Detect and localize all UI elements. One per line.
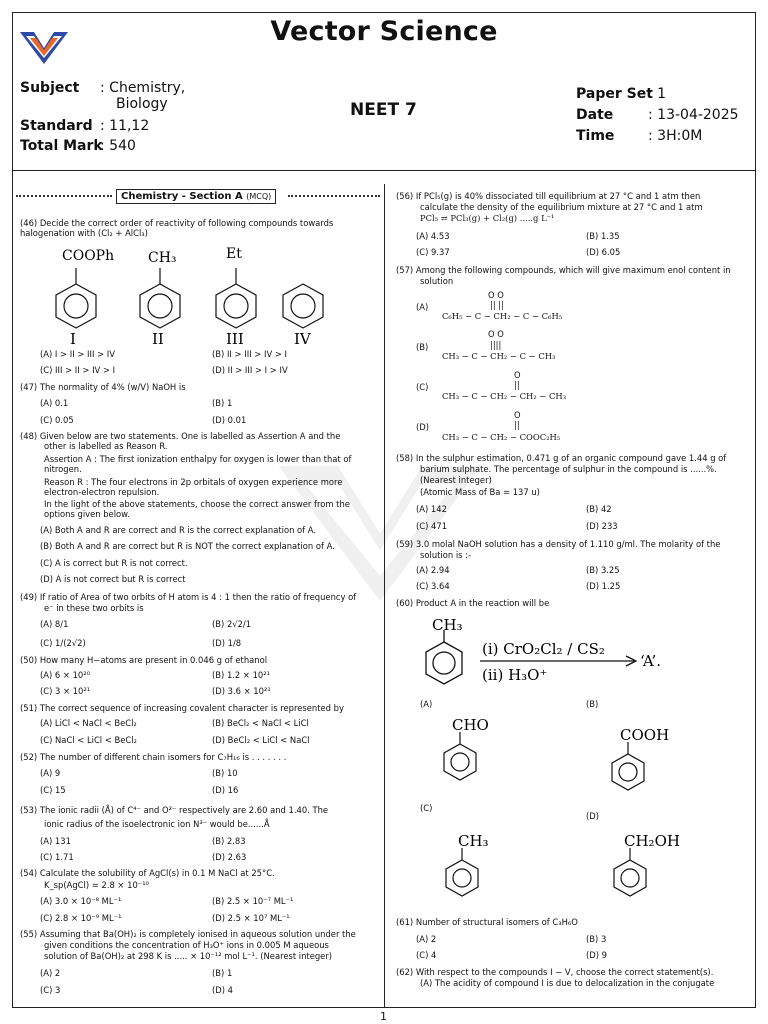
option-d: (D) 2.63: [212, 852, 247, 862]
section-dots-right: [288, 195, 380, 197]
option-a: (A): [416, 302, 429, 312]
standard-value: : 11,12: [100, 118, 150, 134]
formula-top: O O: [488, 329, 504, 339]
paper-name: NEET 7: [350, 100, 417, 120]
option-d: (D): [416, 422, 429, 432]
option-d: (D) 1.25: [586, 581, 621, 591]
option-c: (C) 9.37: [416, 247, 450, 257]
option-c-structure: [434, 828, 514, 904]
option-b: (B) 1.35: [586, 231, 620, 241]
question-48-line: In the light of the above statements, choose the correct answer from the: [44, 499, 350, 509]
question-49-line: e⁻ in these two orbits is: [44, 603, 144, 613]
option-a: (A) 131: [40, 836, 71, 846]
section-title: Chemistry - Section A: [121, 191, 243, 202]
paper-set-label: Paper Set: [576, 86, 653, 102]
formula-bond: ||: [514, 380, 520, 390]
column-divider: [384, 184, 385, 1008]
formula-bond: ||||: [490, 340, 502, 350]
option-b: (B) 3: [586, 934, 607, 944]
option-a: (A) 3.0 × 10⁻⁸ ML⁻¹: [40, 896, 122, 906]
total-mark-value: : 540: [100, 138, 136, 154]
paper-set-value: : 1: [648, 86, 667, 102]
question-55-line: solution of Ba(OH)₂ at 298 K is ..... × 10⁻¹² mol L⁻¹. (Nearest integer): [44, 951, 333, 961]
section-tag: (MCQ): [246, 192, 272, 201]
date-label: Date: [576, 107, 614, 123]
option-c: (C) 1.71: [40, 852, 74, 862]
option-a: (A) 2: [416, 934, 437, 944]
question-46: [20, 218, 380, 239]
q46-structures: [40, 244, 360, 346]
formula-bond: || ||: [490, 300, 504, 310]
question-59: (59) 3.0 molal NaOH solution has a density of 1.110 g/ml. The molarity of the: [396, 539, 721, 549]
structure-label: COOPh: [62, 248, 115, 264]
structure-label: CH₃: [148, 250, 177, 266]
option-a: (A) 0.1: [40, 398, 69, 408]
option-b: (B) 10: [212, 768, 238, 778]
structure-label: Et: [226, 246, 242, 262]
structure-label: CHO: [452, 716, 489, 734]
option-c: (C) 0.05: [40, 415, 74, 425]
question-51: (51) The correct sequence of increasing covalent character is represented by: [20, 703, 344, 713]
option-b: (B) 3.25: [586, 565, 620, 575]
formula-bond: ||: [514, 420, 520, 430]
formula-a: C₆H₅ − C − CH₂ − C − C₆H₅: [442, 311, 563, 321]
question-57: (57) Among the following compounds, which will give maximum enol content in: [396, 265, 731, 275]
date-value: : 13-04-2025: [648, 107, 739, 123]
option-d: (D) II > III > I > IV: [212, 365, 288, 375]
option-d: (D) 4: [212, 985, 233, 995]
question-52: (52) The number of different chain isomers for C₇H₁₆ is . . . . . . .: [20, 752, 287, 762]
option-a: (A): [420, 699, 433, 709]
option-c: (C) A is correct but R is not correct.: [40, 558, 188, 568]
option-d: (D) 16: [212, 785, 239, 795]
option-d: (D) 3.6 × 10²¹: [212, 686, 271, 696]
option-d: (D): [586, 811, 599, 821]
question-48-line: electron-electron repulsion.: [44, 487, 160, 497]
option-c: (C) 15: [40, 785, 66, 795]
roman-label: I: [70, 330, 76, 346]
question-47: (47) The normality of 4% (w/V) NaOH is: [20, 382, 186, 392]
question-48-line: nitrogen.: [44, 464, 82, 474]
structure-label: CH₃: [458, 832, 489, 850]
formula-b: CH₃ − C − CH₂ − C − CH₃: [442, 351, 556, 361]
question-62-line: (A) The acidity of compound I is due to delocalization in the conjugate: [420, 978, 715, 988]
option-c: (C) III > II > IV > I: [40, 365, 116, 375]
question-55: (55) Assuming that Ba(OH)₂ is completely ionised in aqueous solution under the: [20, 929, 356, 939]
question-54: (54) Calculate the solubility of AgCl(s) in 0.1 M NaCl at 25°C.: [20, 868, 275, 878]
time-value: : 3H:0M: [648, 128, 703, 144]
question-55-line: given conditions the concentration of H₃O⁺ ions in 0.005 M aqueous: [44, 940, 329, 950]
subject-value: : Chemistry,: [100, 80, 186, 96]
question-60: (60) Product A in the reaction will be: [396, 598, 550, 608]
paper-header: [12, 12, 756, 171]
page-number: 1: [380, 1010, 387, 1023]
question-59-line: solution is :-: [420, 550, 472, 560]
substituent-label: CH₃: [432, 616, 463, 634]
option-d: (D) A is not correct but R is correct: [40, 574, 186, 584]
question-56-line: calculate the density of the equilibrium mixture at 27 °C and 1 atm: [420, 202, 703, 212]
option-a: (A) 2: [40, 968, 61, 978]
question-61: (61) Number of structural isomers of C₃H₆O: [396, 917, 578, 927]
page-title: Vector Science: [270, 16, 498, 47]
roman-label: III: [226, 330, 244, 346]
option-a-structure: [432, 712, 512, 788]
option-d: (D) BeCl₂ < LiCl < NaCl: [212, 735, 310, 745]
question-58-line: (Atomic Mass of Ba = 137 u): [420, 487, 540, 497]
option-b: (B) 1: [212, 398, 233, 408]
option-a: (A) 2.94: [416, 565, 450, 575]
question-53-line: ionic radius of the isoelectronic ion N³⁻ would be......Å: [44, 819, 270, 829]
total-mark-label: Total Mark: [20, 138, 103, 154]
option-d: (D) 233: [586, 521, 618, 531]
option-d: (D) 0.01: [212, 415, 247, 425]
reagent-1: (i) CrO₂Cl₂ / CS₂: [482, 640, 605, 658]
q60-reaction: [414, 614, 714, 698]
option-d: (D) 6.05: [586, 247, 621, 257]
option-c: (C) 3: [40, 985, 61, 995]
question-58: (58) In the sulphur estimation, 0.471 g of an organic compound gave 1.44 g of: [396, 453, 727, 463]
option-a: (A) I > II > III > IV: [40, 349, 115, 359]
reagent-2: (ii) H₃O⁺: [482, 666, 548, 684]
option-c: (C) 2.8 × 10⁻⁹ ML⁻¹: [40, 913, 122, 923]
section-heading: [116, 189, 276, 204]
question-48: (48) Given below are two statements. One is labelled as Assertion A and the: [20, 431, 341, 441]
question-56-line: PCl₅ ⇌ PCl₃(g) + Cl₂(g) .....g L⁻¹: [420, 213, 555, 223]
option-b: (B) 2√2/1: [212, 619, 252, 629]
option-b: (B) 2.83: [212, 836, 246, 846]
option-a: (A) 142: [416, 504, 447, 514]
option-d: (D) 9: [586, 950, 607, 960]
formula-top: O O: [488, 290, 504, 300]
option-b: (B) 1.2 × 10²¹: [212, 670, 270, 680]
question-58-line: (Nearest integer): [420, 475, 492, 485]
option-c: (C) 3 × 10²¹: [40, 686, 91, 696]
option-a: (A) LiCl < NaCl < BeCl₂: [40, 718, 137, 728]
option-d-structure: [600, 828, 696, 904]
option-c: (C) NaCl < LiCl < BeCl₂: [40, 735, 137, 745]
question-56: (56) If PCl₅(g) is 40% dissociated till equilibrium at 27 °C and 1 atm then: [396, 191, 701, 201]
roman-label: IV: [294, 330, 311, 346]
question-62: (62) With respect to the compounds I − V, choose the correct statement(s).: [396, 967, 714, 977]
question-53: (53) The ionic radii (Å) of C⁴⁻ and O²⁻ respectively are 2.60 and 1.40. The: [20, 805, 329, 815]
formula-top: O: [514, 410, 521, 420]
option-b: (B) Both A and R are correct but R is NOT the correct explanation of A.: [40, 541, 335, 551]
question-54-line: K_sp(AgCl) = 2.8 × 10⁻¹⁰: [44, 880, 149, 890]
formula-c: CH₃ − C − CH₂ − CH₂ − CH₃: [442, 391, 567, 401]
option-d: (D) 2.5 × 10⁷ ML⁻¹: [212, 913, 290, 923]
subject-label: Subject: [20, 80, 80, 96]
option-b: (B): [416, 342, 429, 352]
option-b: (B) 42: [586, 504, 612, 514]
option-b: (B) BeCl₂ < NaCl < LiCl: [212, 718, 309, 728]
question-58-line: barium sulphate. The percentage of sulphur in the compound is ......%.: [420, 464, 717, 474]
standard-label: Standard: [20, 118, 93, 134]
formula-d: CH₃ − C − CH₂ − COOC₂H₅: [442, 432, 561, 442]
section-dots-left: [16, 195, 112, 197]
question-48-line: Assertion A : The first ionization enthalpy for oxygen is lower than that of: [44, 454, 352, 464]
option-b: (B): [586, 699, 599, 709]
option-c: (C) 1/(2√2): [40, 638, 86, 648]
question-48-line: options given below.: [44, 509, 130, 519]
option-d: (D) 1/8: [212, 638, 242, 648]
subject-value-2: Biology: [116, 96, 168, 112]
structure-label: CH₂OH: [624, 832, 680, 850]
option-a: (A) Both A and R are correct and R is the correct explanation of A.: [40, 525, 317, 535]
option-a: (A) 6 × 10²⁰: [40, 670, 90, 680]
option-a: (A) 9: [40, 768, 61, 778]
option-c: (C): [420, 803, 433, 813]
option-a: (A) 4.53: [416, 231, 450, 241]
question-48-line: other is labelled as Reason R.: [44, 441, 168, 451]
option-b: (B) II > III > IV > I: [212, 349, 287, 359]
question-48-line: Reason R : The four electrons in 2p orbitals of oxygen experience more: [44, 477, 343, 487]
question-49: (49) If ratio of Area of two orbits of H atom is 4 : 1 then the ratio of frequency of: [20, 592, 357, 602]
option-b: (B) 1: [212, 968, 233, 978]
option-c: (C) 471: [416, 521, 448, 531]
option-c: (C) 4: [416, 950, 437, 960]
question-text: (46) Decide the correct order of reactivity of following compounds towards halogenation with (Cl₂ + AlCl₃): [20, 218, 334, 239]
option-b-structure: [598, 722, 688, 798]
option-c: (C): [416, 382, 429, 392]
option-c: (C) 3.64: [416, 581, 450, 591]
time-label: Time: [576, 128, 615, 144]
option-a: (A) 8/1: [40, 619, 69, 629]
question-57-line: solution: [420, 276, 454, 286]
product-label: ‘A’.: [640, 652, 661, 670]
formula-top: O: [514, 370, 521, 380]
question-50: (50) How many H−atoms are present in 0.046 g of ethanol: [20, 655, 268, 665]
roman-label: II: [152, 330, 164, 346]
option-b: (B) 2.5 × 10⁻⁷ ML⁻¹: [212, 896, 294, 906]
structure-label: COOH: [620, 726, 670, 744]
